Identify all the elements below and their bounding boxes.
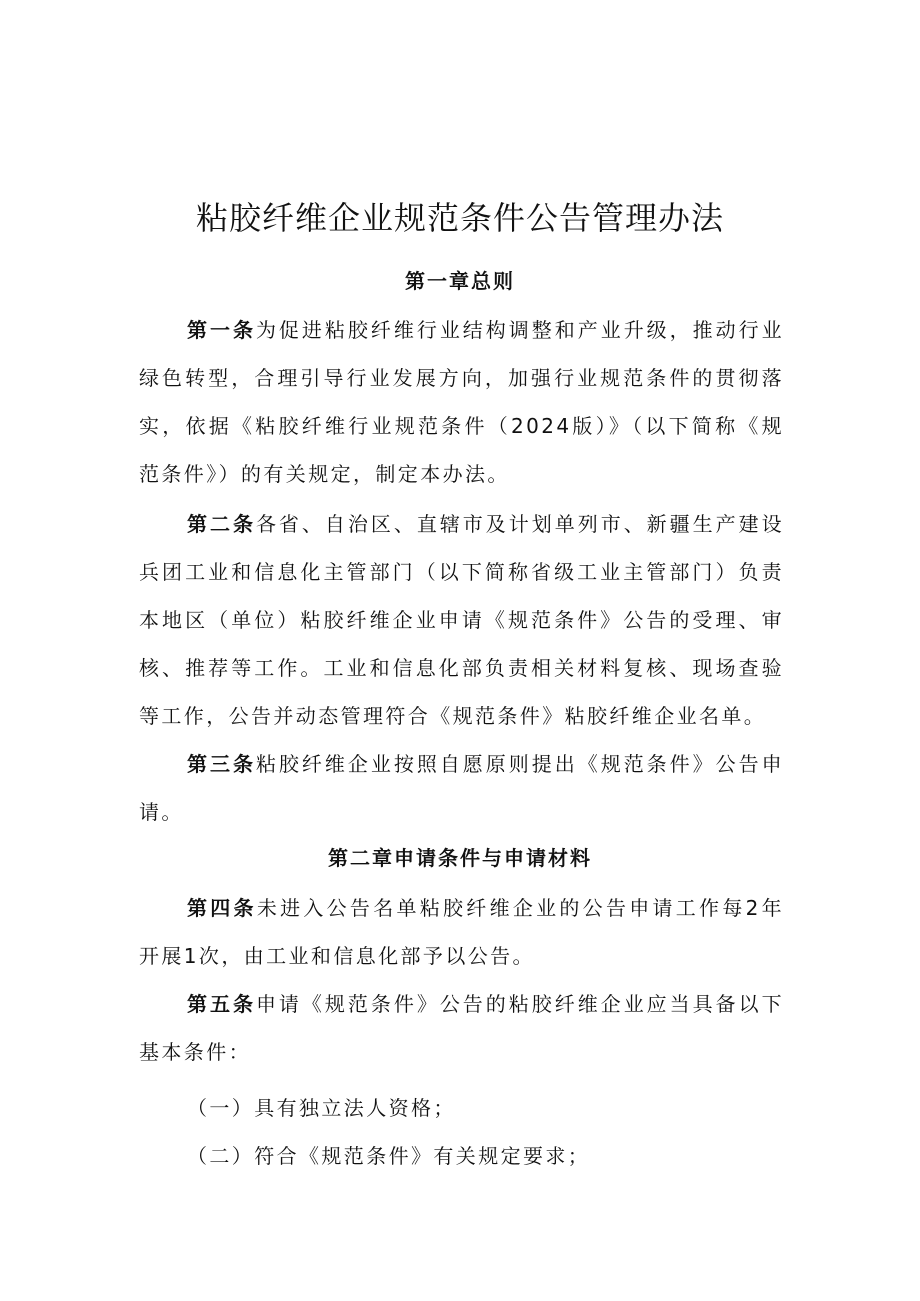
article-text: 粘胶纤维企业按照自愿原则提出《规范条件》公告申请。 <box>139 752 784 824</box>
article-text: 申请《规范条件》公告的粘胶纤维企业应当具备以下基本条件： <box>139 992 784 1064</box>
article-text: 未进入公告名单粘胶纤维企业的公告申请工作每2年开展1次，由工业和信息化部予以公告。 <box>139 896 784 968</box>
article-paragraph <box>139 500 784 740</box>
article-number: 第五条 <box>187 992 256 1016</box>
article-paragraph <box>139 740 784 836</box>
article-number: 第三条 <box>187 752 256 776</box>
article-paragraph <box>139 980 784 1076</box>
condition-item: （一）具有独立法人资格； <box>187 1096 456 1120</box>
article-paragraph <box>139 306 784 498</box>
condition-item: （二）符合《规范条件》有关规定要求； <box>187 1144 591 1168</box>
article-text: 为促进粘胶纤维行业结构调整和产业升级，推动行业绿色转型，合理引导行业发展方向，加强行业规范条件的贯彻落实，依据《粘胶纤维行业规范条件（2024版）》（以下简称《规范条件》）的有关规定，制定本办法。 <box>139 318 784 486</box>
article-paragraph <box>139 884 784 980</box>
article-number: 第二条 <box>187 512 256 536</box>
article-number: 第四条 <box>187 896 257 920</box>
chapter-heading: 第一章总则 <box>405 269 515 293</box>
article-text: 各省、自治区、直辖市及计划单列市、新疆生产建设兵团工业和信息化主管部门（以下简称省级工业主管部门）负责本地区（单位）粘胶纤维企业申请《规范条件》公告的受理、审核、推荐等工作。工业和信息化部负责相关材料复核、现场查验等工作，公告并动态管理符合《规范条件》粘胶纤维企业名单。 <box>139 512 784 728</box>
document-title: 粘胶纤维企业规范条件公告管理办法 <box>195 199 724 237</box>
article-number: 第一条 <box>187 318 256 342</box>
chapter-heading: 第二章申请条件与申请材料 <box>328 846 592 870</box>
